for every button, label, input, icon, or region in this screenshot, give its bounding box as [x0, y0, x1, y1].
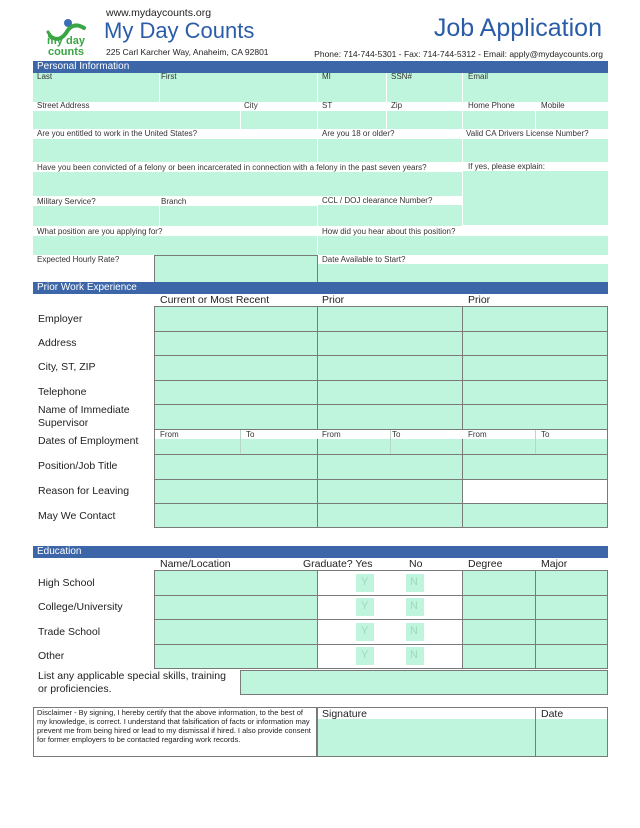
work-row-address: Address: [38, 337, 77, 349]
explain-field[interactable]: [463, 171, 608, 225]
education-section-header: [33, 546, 608, 558]
felony-field[interactable]: [33, 172, 462, 196]
from-label-3: From: [468, 430, 487, 439]
section-title: Prior Work Experience: [37, 282, 137, 293]
work-col-current: Current or Most Recent: [160, 294, 270, 306]
mi-label: MI: [322, 72, 331, 81]
contact-line: Phone: 714-744-5301 - Fax: 714-744-5312 - Email: apply@mydaycounts.org: [314, 49, 603, 59]
signature-label: Signature: [322, 708, 367, 720]
disclaimer-text: Disclaimer - By signing, I hereby certify that the above information, to the best of my knowledge, is correct. I understand that falsification of facts or information may prevent me from being hired or lead to my dismissal if hired. I also provide consent for former employers to be contacted regarding work records.: [37, 708, 311, 744]
from-label-2: From: [322, 430, 341, 439]
edu-row-other: Other: [38, 650, 65, 662]
other-no: N: [410, 649, 418, 661]
email-label: Email: [468, 72, 489, 81]
work-row-reason: Reason for Leaving: [38, 485, 130, 497]
last-label: Last: [37, 72, 53, 81]
work-row-position: Position/Job Title: [38, 460, 118, 472]
city-field[interactable]: [241, 111, 317, 129]
hs-no: N: [410, 576, 418, 588]
branch-field[interactable]: [160, 206, 317, 226]
edu-col-no: No: [409, 558, 423, 570]
rate-field[interactable]: [154, 255, 318, 283]
company-name: My Day Counts: [104, 18, 255, 43]
date-field[interactable]: [536, 719, 607, 756]
mobile-label: Mobile: [541, 101, 565, 110]
skills-label: List any applicable special skills, training or proficiencies.: [38, 670, 226, 695]
page-title: Job Application: [433, 14, 602, 42]
work-row-contact: May We Contact: [38, 510, 116, 522]
hs-yes: Y: [361, 576, 369, 588]
position-field[interactable]: [33, 236, 317, 255]
license-label: Valid CA Drivers License Number?: [466, 129, 589, 138]
work-section-header: [33, 282, 608, 294]
edu-row-high-school: High School: [38, 577, 95, 589]
personal-section-header: [33, 61, 608, 73]
city-label: City: [244, 101, 258, 110]
street-label: Street Address: [37, 101, 90, 110]
work-eligibility-field[interactable]: [33, 139, 317, 162]
military-field[interactable]: [33, 206, 159, 226]
edu-col-degree: Degree: [468, 558, 503, 570]
website-url: www.mydaycounts.org: [106, 7, 212, 19]
age-18-field[interactable]: [318, 139, 462, 162]
rate-label: Expected Hourly Rate?: [37, 255, 120, 264]
work-row-telephone: Telephone: [38, 386, 87, 398]
edu-row-college: College/University: [38, 601, 123, 613]
work-col-prior-2: Prior: [468, 294, 491, 306]
edu-col-graduate: Graduate? Yes: [303, 558, 373, 570]
state-field[interactable]: [318, 111, 386, 129]
date-available-field[interactable]: [318, 264, 608, 282]
section-title: Personal Information: [37, 61, 130, 72]
zip-label: Zip: [391, 101, 403, 110]
section-title: Education: [37, 546, 82, 557]
date-start-label: Date Available to Start?: [322, 255, 406, 264]
age-label: Are you 18 or older?: [322, 129, 395, 138]
edu-row-trade: Trade School: [38, 626, 101, 638]
first-label: First: [161, 72, 177, 81]
street-address-field[interactable]: [33, 111, 240, 129]
work-row-employer: Employer: [38, 313, 83, 325]
explain-label: If yes, please explain:: [468, 162, 545, 171]
hear-label: How did you hear about this position?: [322, 227, 456, 236]
work-row-dates: Dates of Employment: [38, 435, 139, 447]
license-field[interactable]: [463, 139, 608, 162]
skills-field[interactable]: [240, 670, 608, 695]
ssn-label: SSN#: [391, 72, 412, 81]
ccl-field[interactable]: [318, 205, 462, 226]
felony-label: Have you been convicted of a felony or been incarcerated in connection with a felony in the past seven years?: [37, 163, 427, 172]
military-label: Military Service?: [37, 197, 96, 206]
position-label: What position are you applying for?: [37, 227, 163, 236]
home-phone-label: Home Phone: [468, 101, 515, 110]
work-col-prior-1: Prior: [322, 294, 345, 306]
to-label-2: To: [392, 430, 401, 439]
branch-label: Branch: [161, 197, 187, 206]
st-label: ST: [322, 101, 333, 110]
first-name-field[interactable]: [160, 73, 317, 102]
other-yes: Y: [361, 649, 369, 661]
logo: [40, 18, 98, 62]
college-yes: Y: [361, 600, 369, 612]
mobile-field[interactable]: [536, 111, 608, 129]
company-address: 225 Carl Karcher Way, Anaheim, CA 92801: [106, 47, 269, 57]
trade-no: N: [410, 625, 418, 637]
zip-field[interactable]: [387, 111, 462, 129]
home-phone-field[interactable]: [463, 111, 535, 129]
edu-col-name: Name/Location: [160, 558, 231, 570]
to-label-1: To: [246, 430, 255, 439]
reason-prior-2-field[interactable]: [463, 480, 607, 503]
hear-field[interactable]: [318, 236, 608, 255]
to-label-3: To: [541, 430, 550, 439]
edu-col-major: Major: [541, 558, 568, 570]
signature-field[interactable]: [318, 719, 535, 756]
work-row-city: City, ST, ZIP: [38, 361, 96, 373]
work-row-supervisor: Name of Immediate Supervisor: [38, 404, 130, 429]
ccl-label: CCL / DOJ clearance Number?: [322, 196, 433, 205]
logo-text: my day counts: [47, 35, 85, 58]
from-label-1: From: [160, 430, 179, 439]
college-no: N: [410, 600, 418, 612]
date-label: Date: [541, 708, 564, 720]
trade-yes: Y: [361, 625, 369, 637]
entitled-label: Are you entitled to work in the United States?: [37, 129, 198, 138]
